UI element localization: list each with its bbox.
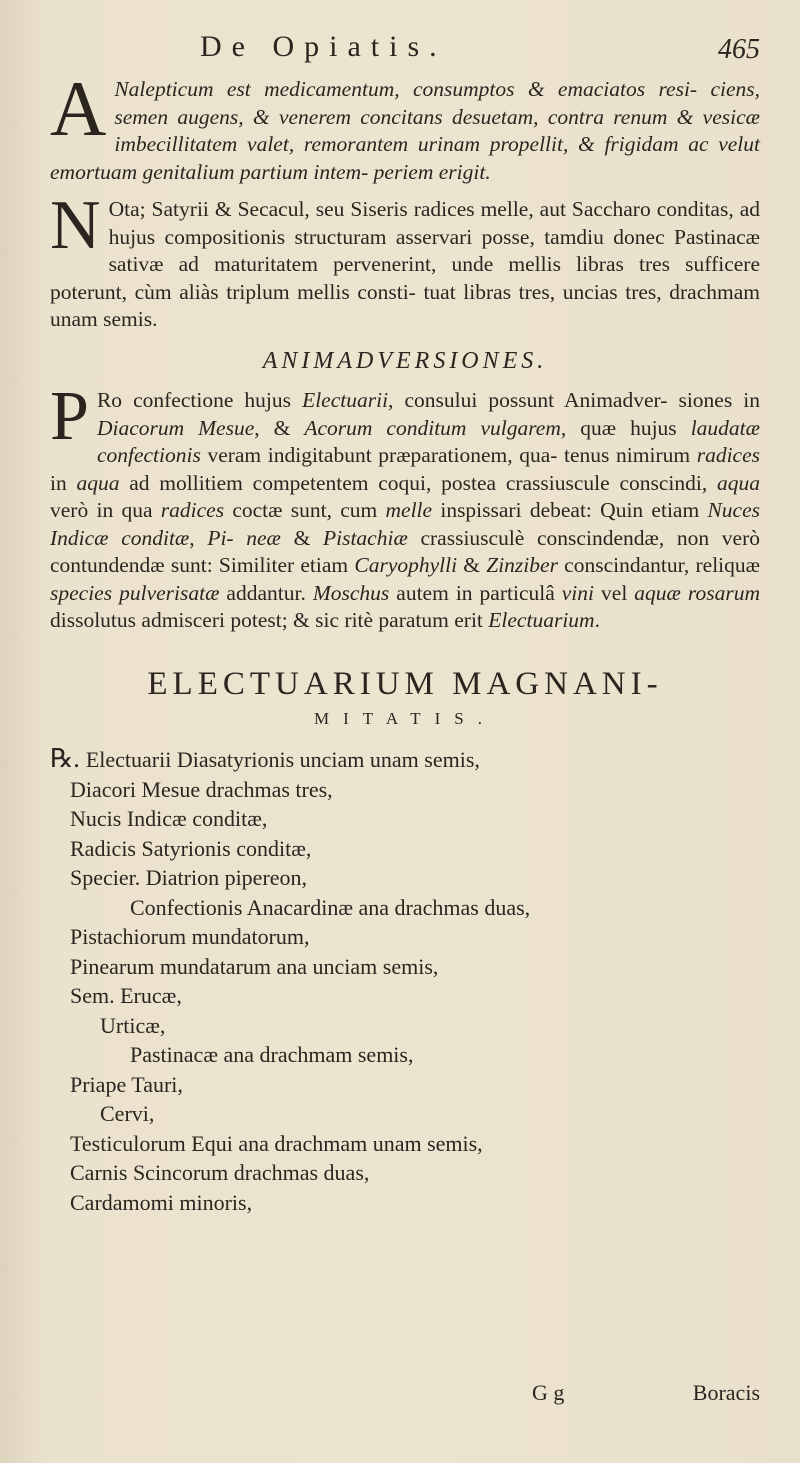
- text-run: &: [457, 553, 487, 577]
- ingredient-text: Carnis Scincorum drachmas duas,: [70, 1160, 370, 1185]
- text-run: coctæ sunt, cum: [224, 498, 386, 522]
- nota-text: Ota; Satyrii & Secacul, seu Siseris radices melle, aut Saccharo conditas, ad hujus compositionis structuram asservari posse, tamdiu donec Pastinacæ sativæ ad maturitatem pervenerint, unde mellis libras tres sufficere poterunt, cùm aliàs triplum mellis consti- tuat libras tres, uncias tres, drachmam unam semis.: [50, 197, 760, 331]
- ingredient-line: [50, 981, 760, 1011]
- text-run: autem in particulâ: [389, 580, 562, 605]
- recipe-subtitle: MITATIS.: [314, 708, 496, 728]
- page-footer: [50, 1380, 760, 1410]
- italic-term: Zinziber: [486, 553, 558, 577]
- text-run: crassiusculè conscindendæ, non verò contundendæ sunt: Similiter etiam: [50, 525, 760, 577]
- italic-term: species pulverisatæ: [50, 580, 220, 605]
- italic-term: Moschus: [312, 580, 390, 605]
- running-title: De Opiatis.: [200, 30, 447, 63]
- text-run: vel: [594, 580, 635, 605]
- text-run: verò in qua: [50, 498, 161, 522]
- text-run: in: [50, 470, 77, 495]
- ingredient-line: [50, 952, 760, 982]
- text-run: , quæ hujus: [560, 415, 691, 440]
- italic-term: aqua: [717, 470, 760, 495]
- ingredient-text: Pinearum mundatarum ana unciam semis,: [70, 953, 439, 979]
- text-run: .: [594, 608, 600, 632]
- italic-term: Nuces Indicæ conditæ: [50, 498, 761, 550]
- page-content: [50, 65, 761, 1217]
- text-run: inspissari debeat: Quin etiam: [432, 498, 708, 522]
- italic-term: Caryophylli: [354, 553, 458, 577]
- analepticum-text: Nalepticum est medicamentum, consumptos & emaciatos resi- ciens, semen augens, & venerem concitans desuetam, contra renum & vesicæ imbecillitatem valet, remorantem urinam propellit, & frigidam ac velut emortuam genitalium partium intem- periem erigit.: [50, 77, 760, 184]
- ingredient-text: Specier. Diatrion pipereon,: [70, 865, 308, 890]
- recipe-ingredients: [50, 744, 760, 1217]
- ingredient-text: Cervi,: [100, 1101, 155, 1126]
- ingredient-text: Nucis Indicæ conditæ,: [70, 806, 268, 831]
- italic-term: radices: [696, 443, 760, 467]
- analepticum-paragraph: [50, 65, 760, 186]
- nota-paragraph: [50, 187, 760, 334]
- page-header: [200, 30, 760, 70]
- ingredient-line: [50, 1099, 760, 1129]
- text-run: , &: [254, 415, 305, 440]
- ingredient-text: Cardamomi minoris,: [70, 1189, 253, 1215]
- drop-cap-a: A: [50, 65, 107, 152]
- animadversiones-text: [50, 378, 761, 632]
- italic-term: Pi- neæ: [207, 525, 281, 550]
- recipe-symbol-icon: ℞.: [50, 744, 80, 773]
- italic-term: Pistachiæ: [322, 525, 408, 550]
- italic-term: radices: [160, 498, 225, 522]
- ingredient-text: Sem. Erucæ,: [70, 983, 182, 1008]
- ingredient-line: [50, 744, 760, 775]
- text-run: &: [280, 525, 323, 550]
- italic-term: melle: [385, 498, 433, 522]
- italic-term: laudatæ confectionis: [96, 415, 760, 467]
- italic-term: aqua: [76, 470, 120, 495]
- text-run: dissolutus admisceri potest; & sic ritè paratum erit: [50, 608, 489, 632]
- ingredient-line: [50, 1188, 760, 1218]
- ingredient-text: Diacori Mesue drachmas tres,: [70, 776, 333, 802]
- ingredient-line: [50, 922, 760, 952]
- ingredient-line: [50, 834, 760, 864]
- italic-term: aquæ rosarum: [634, 580, 760, 605]
- animadversiones-paragraph: [50, 378, 761, 635]
- ingredient-text: Electuarii Diasatyrionis unciam unam semis,: [85, 747, 480, 772]
- ingredient-line: [50, 1070, 760, 1100]
- ingredient-line: [50, 804, 760, 834]
- ingredient-text: Pistachiorum mundatorum,: [70, 924, 310, 949]
- text-run: , consului possunt Animadver- siones in: [388, 388, 760, 412]
- text-run: conscindantur, reliquæ: [557, 553, 760, 577]
- ingredient-text: Pastinacæ ana drachmam semis,: [130, 1042, 414, 1067]
- ingredient-line: [50, 775, 760, 805]
- ingredient-text: Testiculorum Equi ana drachmam unam semis,: [70, 1130, 483, 1156]
- drop-cap-p: P: [50, 378, 89, 455]
- catchword: Boracis: [692, 1380, 760, 1405]
- ingredient-text: Radicis Satyrionis conditæ,: [70, 835, 312, 861]
- ingredient-line: [50, 1158, 760, 1188]
- text-run: ad mollitiem competentem coqui, postea crassiuscule conscindi,: [119, 470, 717, 495]
- text-run: veram indigitabunt præparationem, qua- tenus nimirum: [200, 443, 697, 467]
- italic-term: Electuarii: [302, 388, 389, 412]
- text-run: addantur.: [219, 580, 313, 605]
- ingredient-line: [50, 1040, 760, 1070]
- ingredient-line: [50, 1011, 760, 1041]
- ingredient-text: Priape Tauri,: [70, 1071, 183, 1097]
- animadversiones-heading: ANIMADVERSIONES.: [262, 347, 548, 374]
- recipe-title: ELECTUARIUM MAGNANI-: [147, 665, 663, 702]
- ingredient-text: Confectionis Anacardinæ ana drachmas duas,: [130, 894, 531, 920]
- text-run: Ro confectione hujus: [96, 388, 303, 412]
- page-number: 465: [718, 34, 760, 65]
- ingredient-line: [50, 893, 760, 923]
- ingredient-text: Urticæ,: [100, 1012, 166, 1038]
- text-run: ,: [189, 525, 208, 550]
- italic-term: Acorum conditum vulgarem: [304, 415, 561, 440]
- italic-term: vini: [561, 580, 595, 605]
- drop-cap-n: N: [50, 187, 101, 264]
- signature-mark: G g: [532, 1380, 565, 1405]
- ingredient-line: [50, 863, 760, 893]
- italic-term: Electuarium: [488, 608, 595, 632]
- ingredient-line: [50, 1129, 760, 1159]
- italic-term: Diacorum Mesue: [96, 415, 255, 440]
